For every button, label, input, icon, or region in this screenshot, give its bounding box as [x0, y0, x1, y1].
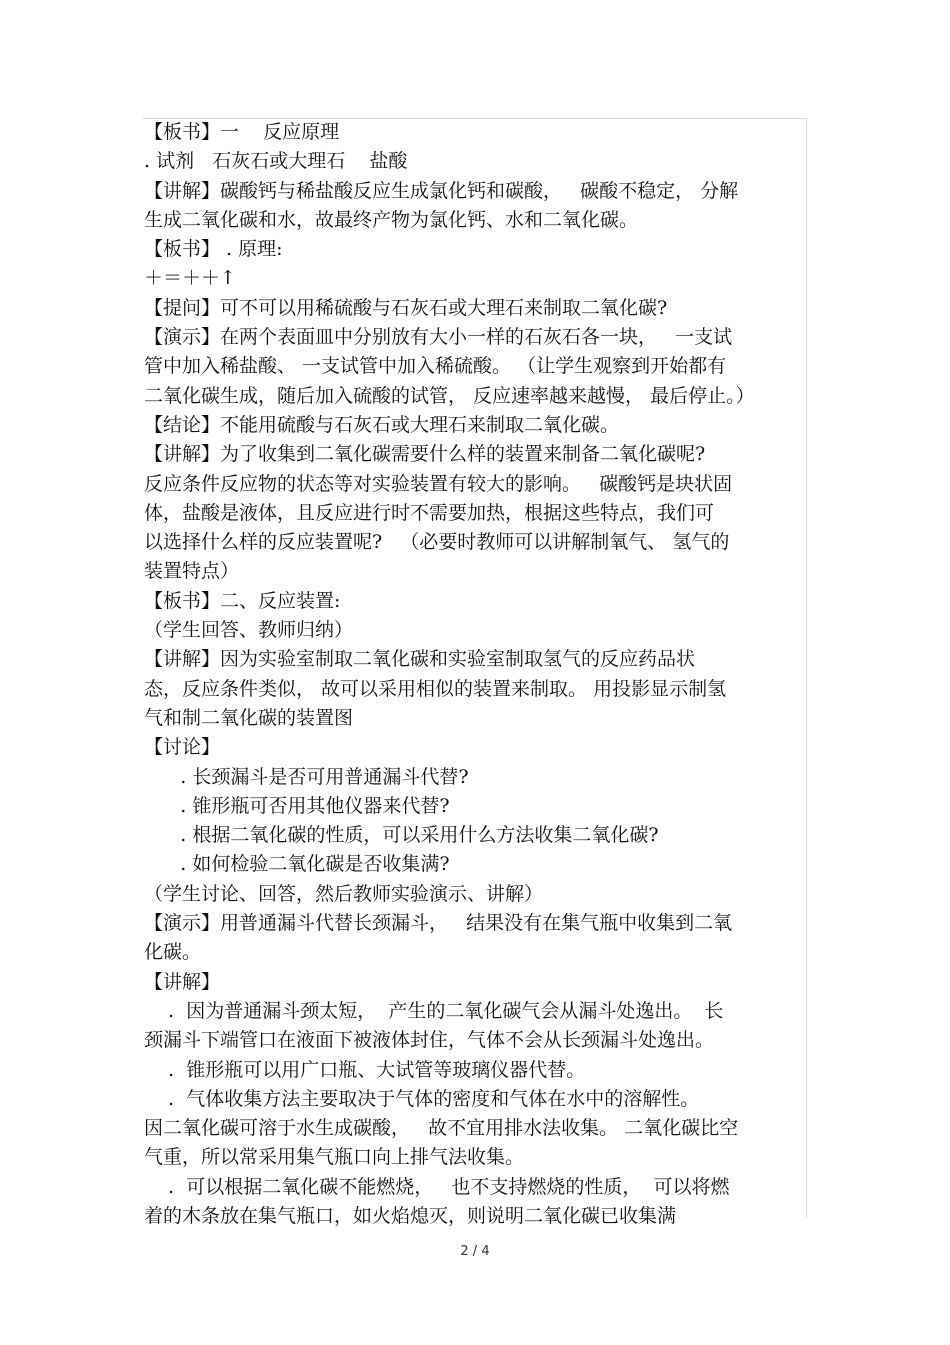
text-line: . 锥形瓶可以用广口瓶、大试管等玻璃仪器代替。 — [144, 1058, 586, 1081]
text-line: . 如何检验二氧化碳是否收集满? — [144, 853, 450, 876]
text-line: 【讲解】碳酸钙与稀盐酸反应生成氯化钙和碳酸， 碳酸不稳定， 分解 — [144, 179, 739, 202]
text-line: 态，反应条件类似， 故可以采用相似的装置来制取。 用投影显示制氢 — [144, 677, 727, 700]
text-line: 【讲解】 — [144, 970, 221, 993]
text-line: . 因为普通漏斗颈太短， 产生的二氧化碳气会从漏斗处逸出。 长 — [144, 999, 724, 1022]
text-line: 气和制二氧化碳的装置图 — [144, 706, 354, 729]
text-line: 【结论】不能用硫酸与石灰石或大理石来制取二氧化碳。 — [144, 413, 620, 436]
text-line: . 长颈漏斗是否可用普通漏斗代替? — [144, 765, 469, 788]
text-line: 【提问】可不可以用稀硫酸与石灰石或大理石来制取二氧化碳? — [144, 296, 668, 319]
text-line: 颈漏斗下端管口在液面下被液体封住，气体不会从长颈漏斗处逸出。 — [144, 1029, 715, 1052]
text-line: 【板书】二、反应装置: — [144, 589, 341, 612]
text-line: 【演示】在两个表面皿中分别放有大小一样的石灰石各一块， 一支试 — [144, 326, 733, 349]
text-line: 反应条件反应物的状态等对实验装置有较大的影响。 碳酸钙是块状固 — [144, 472, 733, 495]
text-line: ＋＝＋＋↑ — [144, 267, 236, 290]
text-line: （学生讨论、回答，然后教师实验演示、讲解） — [144, 882, 544, 905]
text-line: . 试剂 石灰石或大理石 盐酸 — [144, 150, 408, 173]
text-line: 【讲解】因为实验室制取二氧化碳和实验室制取氢气的反应药品状 — [144, 648, 696, 671]
text-line: 装置特点） — [144, 560, 240, 583]
text-line: . 根据二氧化碳的性质，可以采用什么方法收集二氧化碳? — [144, 824, 659, 847]
text-line: . 气体收集方法主要取决于气体的密度和气体在水中的溶解性。 — [144, 1087, 700, 1110]
text-line: 生成二氧化碳和水，故最终产物为氯化钙、水和二氧化碳。 — [144, 208, 639, 231]
text-line: 体，盐酸是液体，且反应进行时不需要加热，根据这些特点，我们可 — [144, 501, 715, 524]
text-line: 因二氧化碳可溶于水生成碳酸， 故不宜用排水法收集。 二氧化碳比空 — [144, 1117, 739, 1140]
text-line: 以选择什么样的反应装置呢? （必要时教师可以讲解制氧气、 氢气的 — [144, 531, 730, 554]
document-body — [144, 118, 806, 1231]
text-line: 【演示】用普通漏斗代替长颈漏斗， 结果没有在集气瓶中收集到二氧 — [144, 912, 733, 935]
text-line: 【讨论】 — [144, 736, 221, 759]
text-line: 气重，所以常采用集气瓶口向上排气法收集。 — [144, 1146, 525, 1169]
text-line: 【板书】一 反应原理 — [144, 121, 340, 143]
text-line: 【讲解】为了收集到二氧化碳需要什么样的装置来制备二氧化碳呢? — [144, 443, 706, 466]
text-line: 【板书】 . 原理: — [144, 238, 283, 261]
text-line: （学生回答、教师归纳） — [144, 619, 354, 642]
text-line: 管中加入稀盐酸、 一支试管中加入稀硫酸。 （让学生观察到开始都有 — [144, 355, 727, 378]
text-line: 二氧化碳生成，随后加入硫酸的试管， 反应速率越来越慢， 最后停止。） — [144, 384, 755, 407]
text-line: . 锥形瓶可否用其他仪器来代替? — [144, 794, 450, 817]
text-line: . 可以根据二氧化碳不能燃烧， 也不支持燃烧的性质， 可以将燃 — [144, 1175, 730, 1198]
text-line: 化碳。 — [144, 941, 202, 964]
text-line: 着的木条放在集气瓶口，如火焰熄灭，则说明二氧化碳已收集满 — [144, 1204, 677, 1227]
page-number: 2 / 4 — [460, 1244, 490, 1259]
